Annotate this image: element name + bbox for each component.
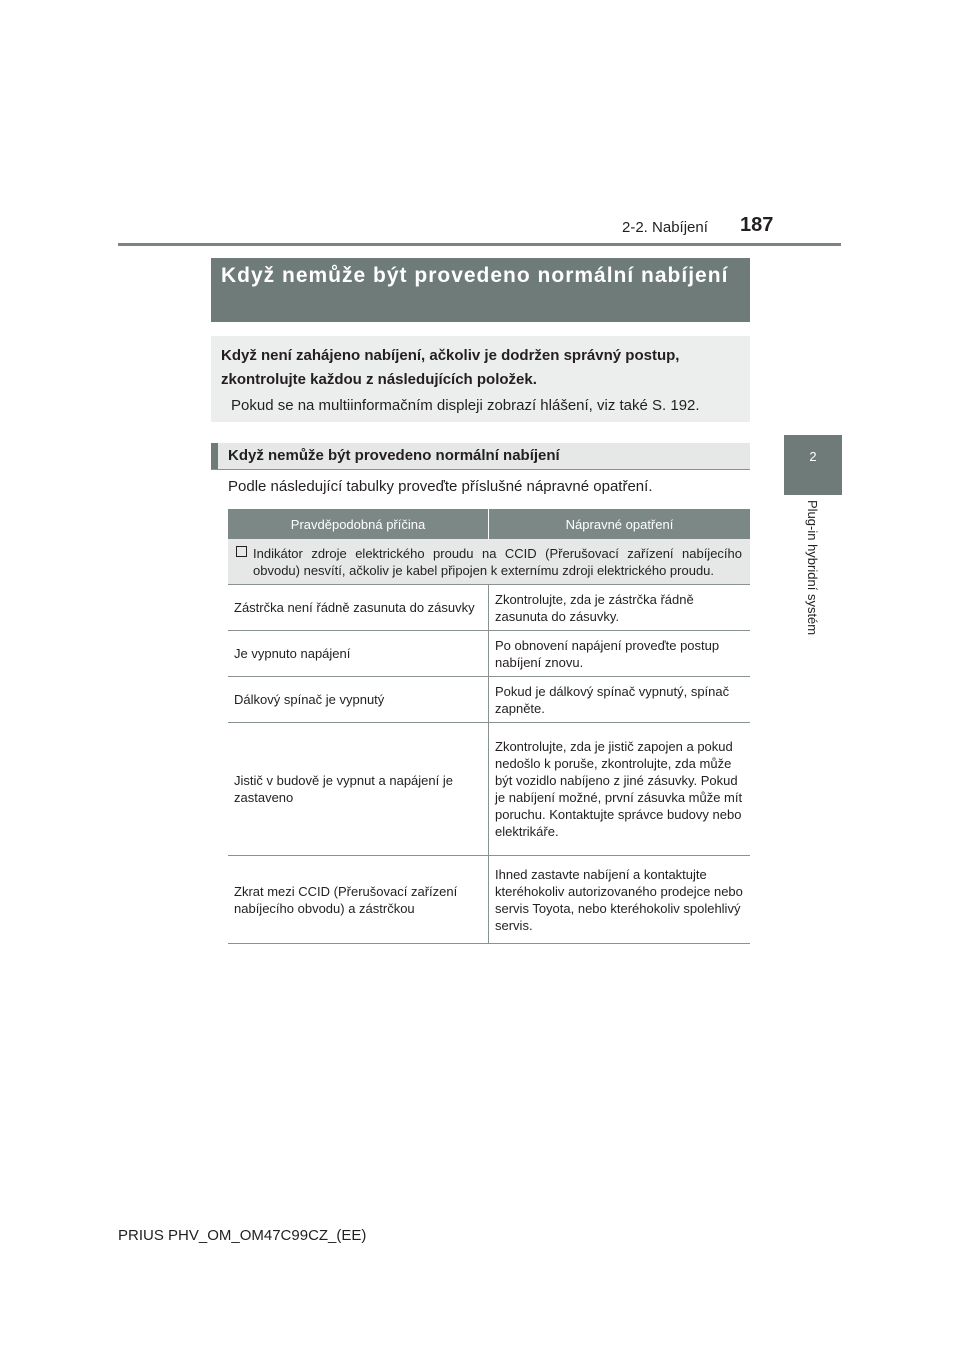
remedy-cell: Ihned zastavte nabíjení a kontaktujte kteréhokoliv autorizovaného prodejce nebo servis Toyota, nebo kteréhokoliv spolehlivý servis. bbox=[489, 856, 751, 944]
category-cell bbox=[228, 539, 750, 585]
header-cause: Pravděpodobná příčina bbox=[228, 509, 489, 539]
side-tab bbox=[784, 435, 842, 495]
checkbox-icon bbox=[236, 546, 247, 557]
page-title: Když nemůže být provedeno normální nabíjení bbox=[211, 258, 750, 322]
table-row bbox=[228, 585, 750, 631]
remedy-cell: Zkontrolujte, zda je zástrčka řádně zasunuta do zásuvky. bbox=[489, 585, 751, 631]
remedy-cell: Po obnovení napájení proveďte postup nabíjení znovu. bbox=[489, 631, 751, 677]
table-row bbox=[228, 677, 750, 723]
intro-note: Pokud se na multiinformačním displeji zobrazí hlášení, viz také S. 192. bbox=[231, 397, 700, 414]
cause-cell: Jistič v budově je vypnut a napájení je zastaveno bbox=[228, 723, 489, 856]
category-text: Indikátor zdroje elektrického proudu na CCID (Přerušovací zařízení nabíjecího obvodu) nesvítí, ačkoliv je kabel připojen k externímu zdroji elektrického proudu. bbox=[253, 546, 742, 578]
side-tab-label: Plug-in hybridní systém bbox=[805, 500, 820, 636]
intro-box bbox=[211, 336, 750, 422]
intro-bold-text: Když není zahájeno nabíjení, ačkoliv je dodržen správný postup, zkontrolujte každou z následujících položek. bbox=[221, 347, 680, 388]
subheading-rule bbox=[211, 469, 750, 470]
remedy-cell: Zkontrolujte, zda je jistič zapojen a pokud nedošlo k poruše, zkontrolujte, zda může být vozidlo nabíjeno z jiné zásuvky. Pokud je nabíjení možné, první zásuvka může mít poruchu. Kontaktujte správce budovy nebo elektrikáře. bbox=[489, 723, 751, 856]
cause-cell: Je vypnuto napájení bbox=[228, 631, 489, 677]
header-remedy: Nápravné opatření bbox=[489, 509, 751, 539]
table-row bbox=[228, 856, 750, 944]
side-tab-number: 2 bbox=[809, 449, 817, 464]
header-section: 2-2. Nabíjení bbox=[622, 219, 708, 236]
table-row bbox=[228, 631, 750, 677]
subheading: Když nemůže být provedeno normální nabíjení bbox=[211, 443, 750, 469]
header-rule bbox=[118, 243, 841, 246]
lead-text: Podle následující tabulky proveďte příslušné nápravné opatření. bbox=[228, 478, 653, 495]
troubleshooting-table bbox=[228, 509, 750, 944]
cause-cell: Dálkový spínač je vypnutý bbox=[228, 677, 489, 723]
table-header-row bbox=[228, 509, 750, 539]
remedy-cell: Pokud je dálkový spínač vypnutý, spínač zapněte. bbox=[489, 677, 751, 723]
page-number: 187 bbox=[740, 214, 774, 236]
table-row bbox=[228, 723, 750, 856]
footer-code: PRIUS PHV_OM_OM47C99CZ_(EE) bbox=[118, 1227, 367, 1244]
cause-cell: Zástrčka není řádně zasunuta do zásuvky bbox=[228, 585, 489, 631]
cause-cell: Zkrat mezi CCID (Přerušovací zařízení nabíjecího obvodu) a zástrčkou bbox=[228, 856, 489, 944]
category-row bbox=[228, 539, 750, 585]
